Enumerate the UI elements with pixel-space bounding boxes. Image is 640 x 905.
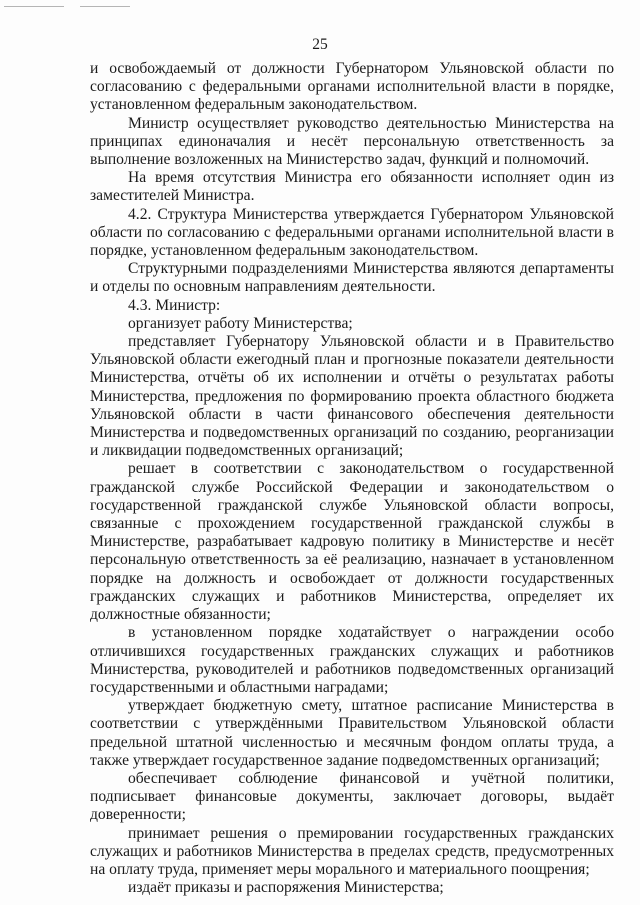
list-item: принимает решения о премировании государственных гражданских служащих и работников Министерства в пределах средств, предусмотренных на оплату труда, применяет меры морального и материального поощрения; <box>90 824 614 878</box>
paragraph: На время отсутствия Министра его обязанности исполняет один из заместителей Министра. <box>90 169 614 205</box>
paragraph: 4.2. Структура Министерства утверждается Губернатором Ульяновской области по согласованию с федеральными органами исполнительной власти в порядке, установленном федеральным законодательством. <box>90 205 614 260</box>
scan-artifact <box>80 6 130 7</box>
document-body <box>90 60 614 897</box>
list-item: решает в соответствии с законодательством о государственной гражданской службе Российской Федерации и законодательством о государственной гражданской службе Ульяновской области вопросы, связанные с прохождением государственной гражданской службы в Министерстве, разрабатывает кадровую политику в Министерстве и несёт персональную ответственность за её реализацию, назначает в установленном порядке на должность и освобождает от должности государственных гражданских служащих и работников Министерства, определяет их должностные обязанности; <box>90 460 614 624</box>
page-number: 25 <box>312 36 328 53</box>
list-item: организует работу Министерства; <box>128 314 353 332</box>
list-item: утверждает бюджетную смету, штатное расписание Министерства в соответствии с утверждёнными Правительством Ульяновской области предельной штатной численностью и месячным фондом оплаты труда, а также утверждает государственное задание подведомственных организаций; <box>90 697 614 769</box>
section-heading: 4.3. Министр: <box>128 296 221 314</box>
scan-artifact <box>4 6 64 7</box>
list-item: издаёт приказы и распоряжения Министерства; <box>128 879 444 897</box>
list-item: представляет Губернатору Ульяновской области и в Правительство Ульяновской области ежегодный план и прогнозные показатели деятельности Министерства, отчёты об их исполнении и отчёты о результатах работы Министерства, предложения по формированию проекта областного бюджета Ульяновской области в части финансового обеспечения деятельности Министерства и подведомственных организаций по созданию, реорганизации и ликвидации подведомственных организаций; <box>90 333 614 460</box>
list-item: в установленном порядке ходатайствует о награждении особо отличившихся государственных гражданских служащих и работников Министерства, руководителей и работников подведомственных организаций государственными и областными наградами; <box>90 624 614 696</box>
list-item: обеспечивает соблюдение финансовой и учётной политики, подписывает финансовые документы, заключает договоры, выдаёт доверенности; <box>90 769 614 824</box>
paragraph: Министр осуществляет руководство деятельностью Министерства на принципах единоначалия и несёт персональную ответственность за выполнение возложенных на Министерство задач, функций и полномочий. <box>90 114 614 169</box>
paragraph: Структурными подразделениями Министерства являются департаменты и отделы по основным направлениям деятельности. <box>90 260 614 296</box>
paragraph: и освобождаемый от должности Губернатором Ульяновской области по согласованию с федеральными органами исполнительной власти в порядке, установленном федеральным законодательством. <box>90 60 614 114</box>
